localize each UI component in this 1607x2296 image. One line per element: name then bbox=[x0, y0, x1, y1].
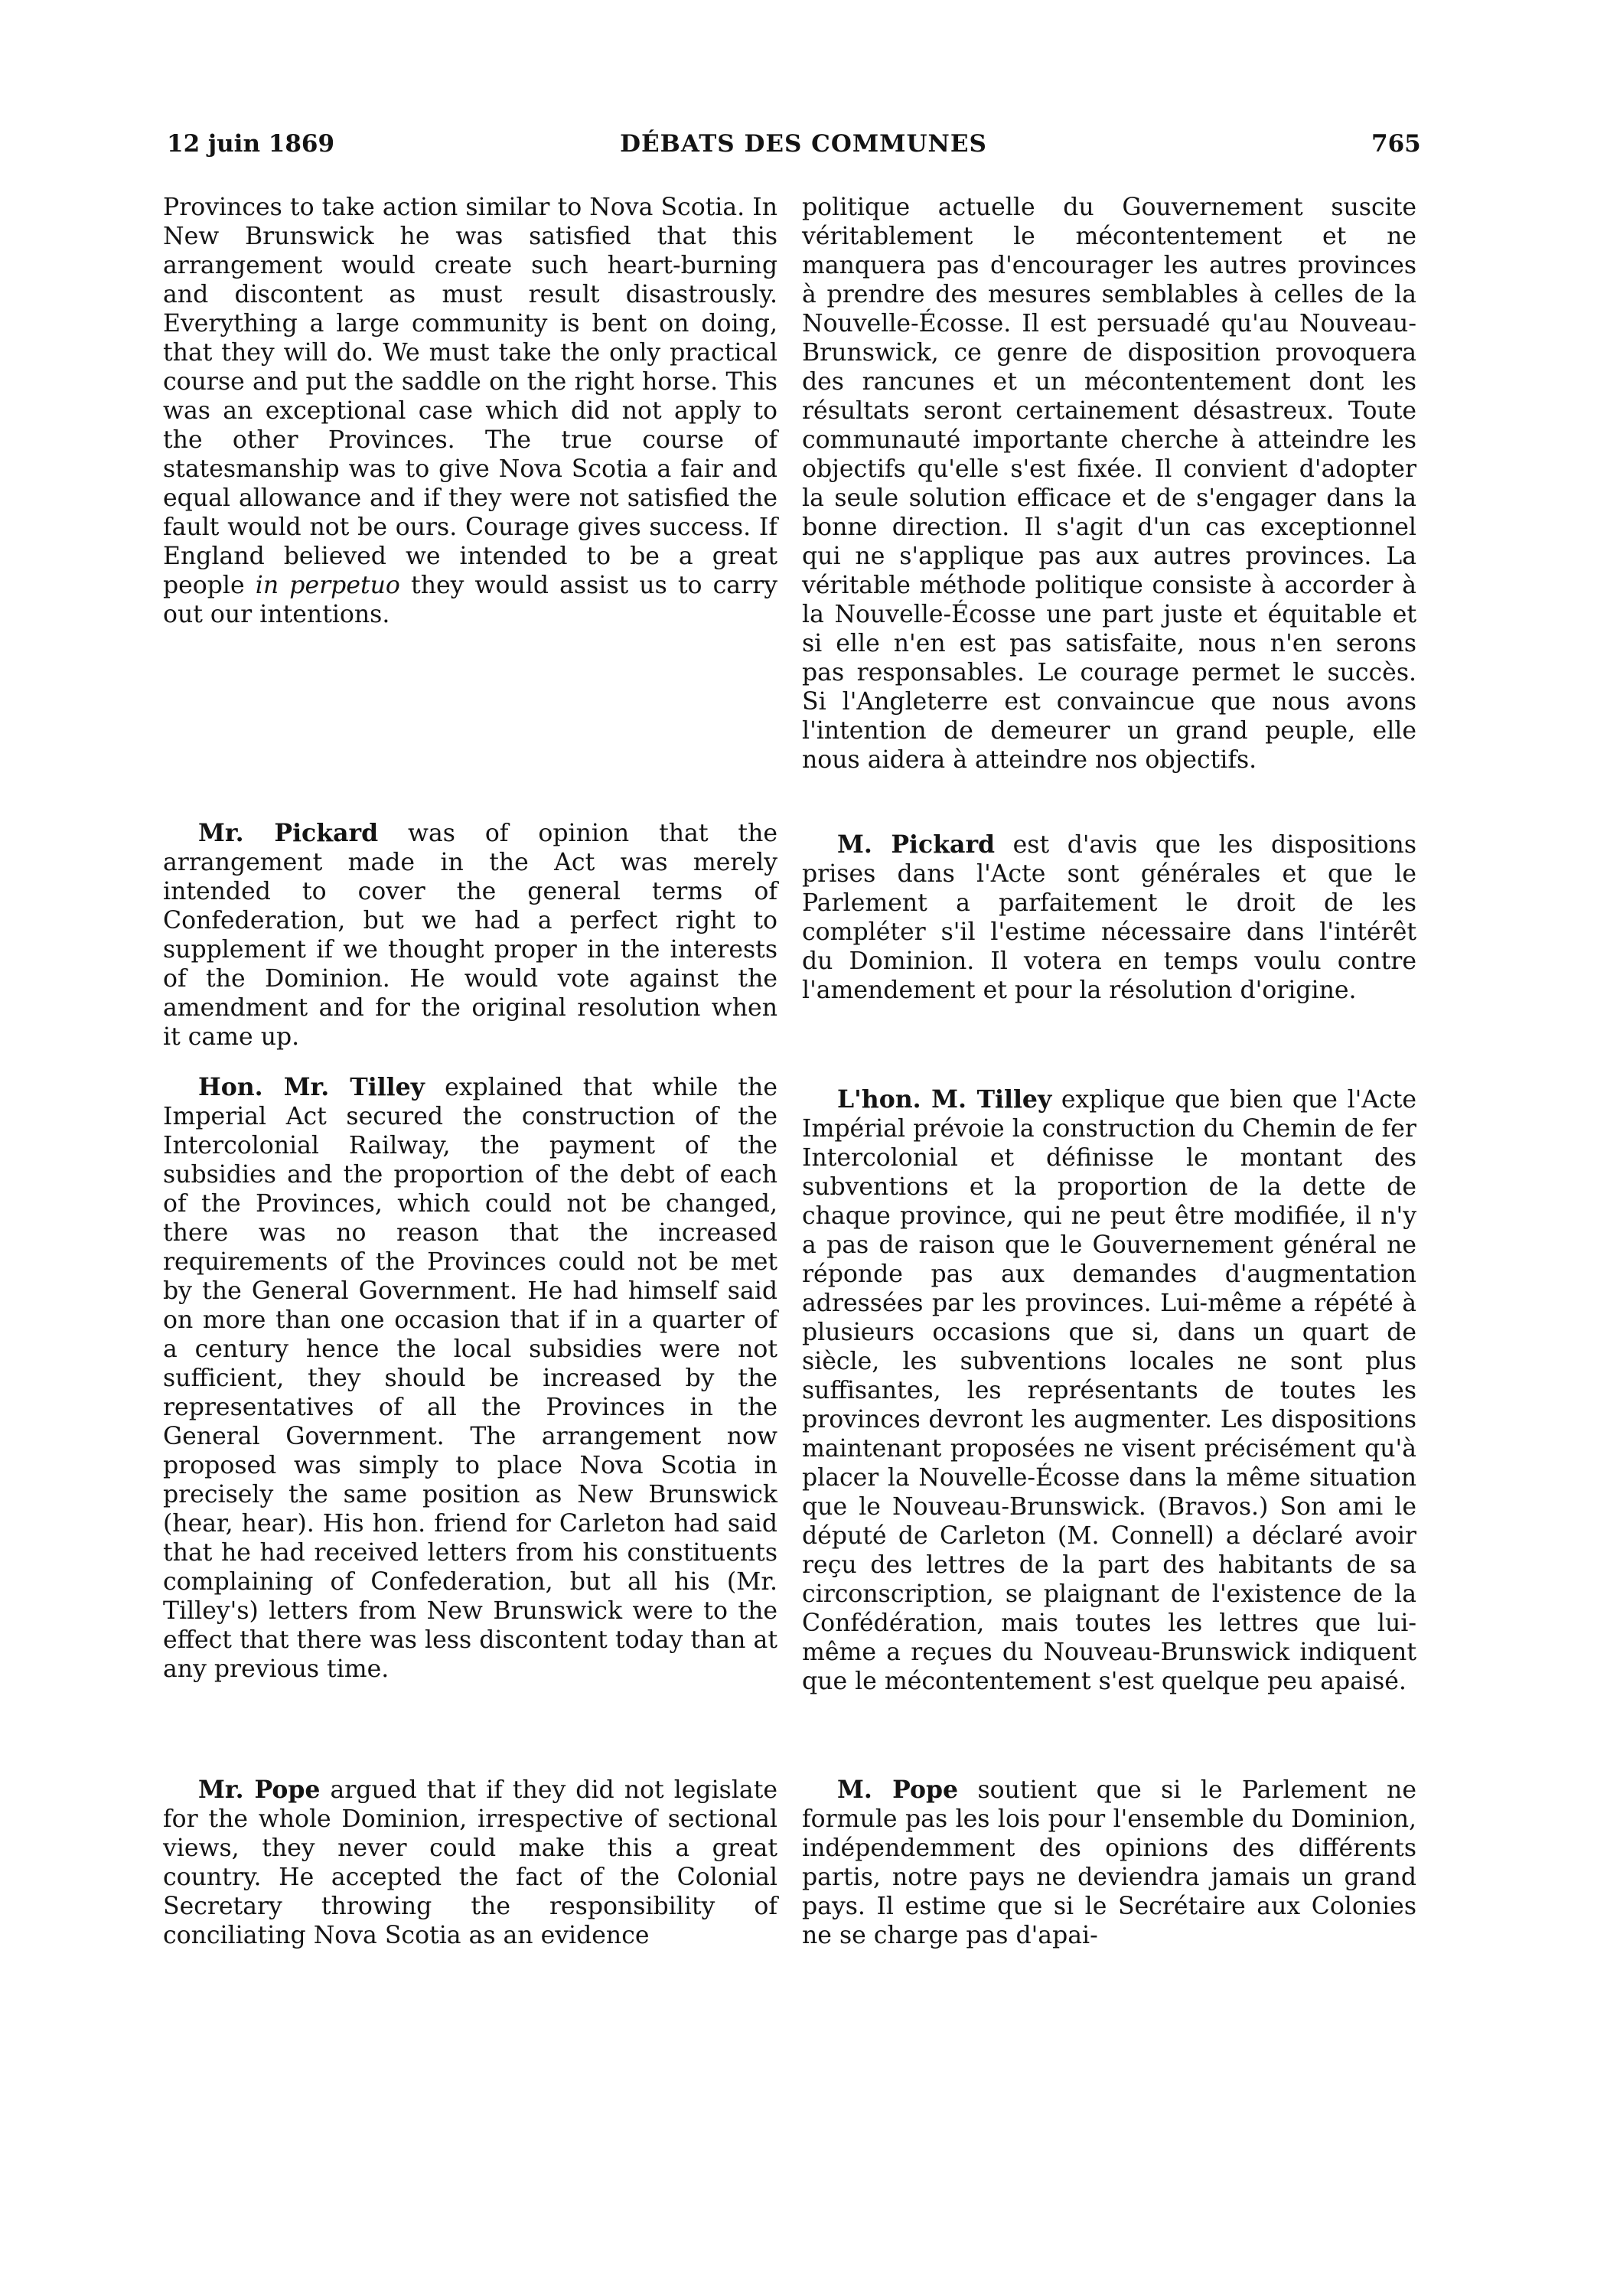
english-paragraph-1 bbox=[163, 193, 777, 629]
paragraph-text: they would assist us to carry out our intentions. bbox=[163, 572, 777, 628]
french-paragraph-1 bbox=[802, 193, 1416, 775]
speaker-name: L'hon. M. Tilley bbox=[837, 1085, 1052, 1114]
paragraph-text: soutient que si le Parlement ne formule pas les lois pour l'ensemble du Dominion, indépendemment des opinions des différents partis, notre pays ne deviendra jamais un grand pays. Il estime que si le Secrétaire aux Colonies ne se charge pas d'apai- bbox=[802, 1776, 1416, 1949]
paragraph-text: explique que bien que l'Acte Impérial prévoie la construction du Chemin de fer Intercolonial et définisse le montant des subventions et la proportion de la dette de chaque province, qui ne peut être modifiée, il n'y a pas de raison que le Gouvernement général ne réponde pas aux demandes d'augmentation adressées par les provinces. Lui-même a répété à plusieurs occasions que si, dans un quart de siècle, les subventions locales ne sont plus suffisantes, les représentants de toutes les provinces devront les augmenter. Les dispositions maintenant proposées ne visent précisément qu'à placer la Nouvelle-Écosse dans la même situation que le Nouveau-Brunswick. (Bravos.) Son ami le député de Carleton (M. Connell) a déclaré avoir reçu des lettres de la part des habitants de sa circonscription, se plaignant de l'existence de la Confédération, mais toutes les lettres que lui-même a reçues du Nouveau-Brunswick indiquent que le mécontentement s'est quelque peu apaisé. bbox=[802, 1086, 1417, 1695]
english-paragraph-pope bbox=[163, 1776, 777, 1950]
paragraph-text: argued that if they did not legislate for the whole Dominion, irrespective of sectional views, they never could make this a great country. He accepted the fact of the Colonial Secretary throwing the responsibility of conciliating Nova Scotia as an evidence bbox=[163, 1776, 777, 1949]
speaker-name: Mr. Pickard bbox=[198, 819, 379, 847]
paragraph-text: explained that while the Imperial Act secured the construction of the Intercolonial Railway, the payment of the subsidies and the proportion of the debt of each of the Provinces, which could not be changed, there was no reason that the increased requirements of the Provinces could not be met by the General Government. He had himself said on more than one occasion that if in a quarter of a century hence the local subsidies were not sufficient, they should be increased by the representatives of all the Provinces in the General Government. The arrangement now proposed was simply to place Nova Scotia in precisely the same position as New Brunswick (hear, hear). His hon. friend for Carleton had said that he had received letters from his constituents complaining of Confederation, but all his (Mr. Tilley's) letters from New Brunswick were to the effect that there was less discontent today than at any previous time. bbox=[163, 1074, 777, 1683]
paragraph-text: was of opinion that the arrangement made in the Act was merely intended to cover the general terms of Confederation, but we had a perfect right to supplement if we thought proper in the interests of the Dominion. He would vote against the amendment and for the original resolution when it came up. bbox=[163, 820, 777, 1051]
page-number: 765 bbox=[1371, 130, 1421, 158]
french-paragraph-tilley bbox=[802, 1085, 1416, 1696]
paragraph-text: Provinces to take action similar to Nova Scotia. In New Brunswick he was satisfied that this arrangement would create such heart-burning and discontent as must result disastrously. Everything a large community is bent on doing, that they will do. We must take the only practical course and put the saddle on the right horse. This was an exceptional case which did not apply to the other Provinces. The true course of statesmanship was to give Nova Scotia a fair and equal allowance and if they were not satisfied the fault would not be ours. Courage gives success. If England believed we intended to be a great people bbox=[163, 194, 777, 599]
english-paragraph-pickard bbox=[163, 819, 777, 1052]
speaker-name: Hon. Mr. Tilley bbox=[198, 1073, 425, 1101]
italic-phrase: in perpetuo bbox=[255, 572, 400, 599]
paragraph-text: est d'avis que les dispositions prises dans l'Acte sont générales et que le Parlement a parfaitement le droit de les compléter s'il l'estime nécessaire dans l'intérêt du Dominion. Il votera en temps voulu contre l'amendement et pour la résolution d'origine. bbox=[802, 831, 1416, 1004]
french-paragraph-pope bbox=[802, 1776, 1416, 1950]
english-paragraph-tilley bbox=[163, 1073, 777, 1684]
paragraph-text: politique actuelle du Gouvernement suscite véritablement le mécontentement et ne manquera pas d'encourager les autres provinces à prendre des mesures semblables à celles de la Nouvelle-Écosse. Il est persuadé qu'au Nouveau-Brunswick, ce genre de disposition provoquera des rancunes et un mécontentement dont les résultats seront certainement désastreux. Toute communauté importante cherche à atteindre les objectifs qu'elle s'est fixée. Il convient d'adopter la seule solution efficace et de s'engager dans la bonne direction. Il s'agit d'un cas exceptionnel qui ne s'applique pas aux autres provinces. La véritable méthode politique consiste à accorder à la Nouvelle-Écosse une part juste et équitable et si elle n'en est pas satisfaite, nous n'en serons pas responsables. Le courage permet le succès. Si l'Angleterre est convaincue que nous avons l'intention de demeurer un grand peuple, elle nous aidera à atteindre nos objectifs. bbox=[802, 194, 1416, 774]
speaker-name: M. Pickard bbox=[837, 830, 996, 859]
header-title: DÉBATS DES COMMUNES bbox=[620, 130, 987, 158]
speaker-name: M. Pope bbox=[837, 1776, 959, 1804]
page-header bbox=[0, 130, 1607, 176]
speaker-name: Mr. Pope bbox=[198, 1776, 321, 1804]
header-date: 12 juin 1869 bbox=[167, 130, 335, 158]
french-paragraph-pickard bbox=[802, 830, 1416, 1005]
